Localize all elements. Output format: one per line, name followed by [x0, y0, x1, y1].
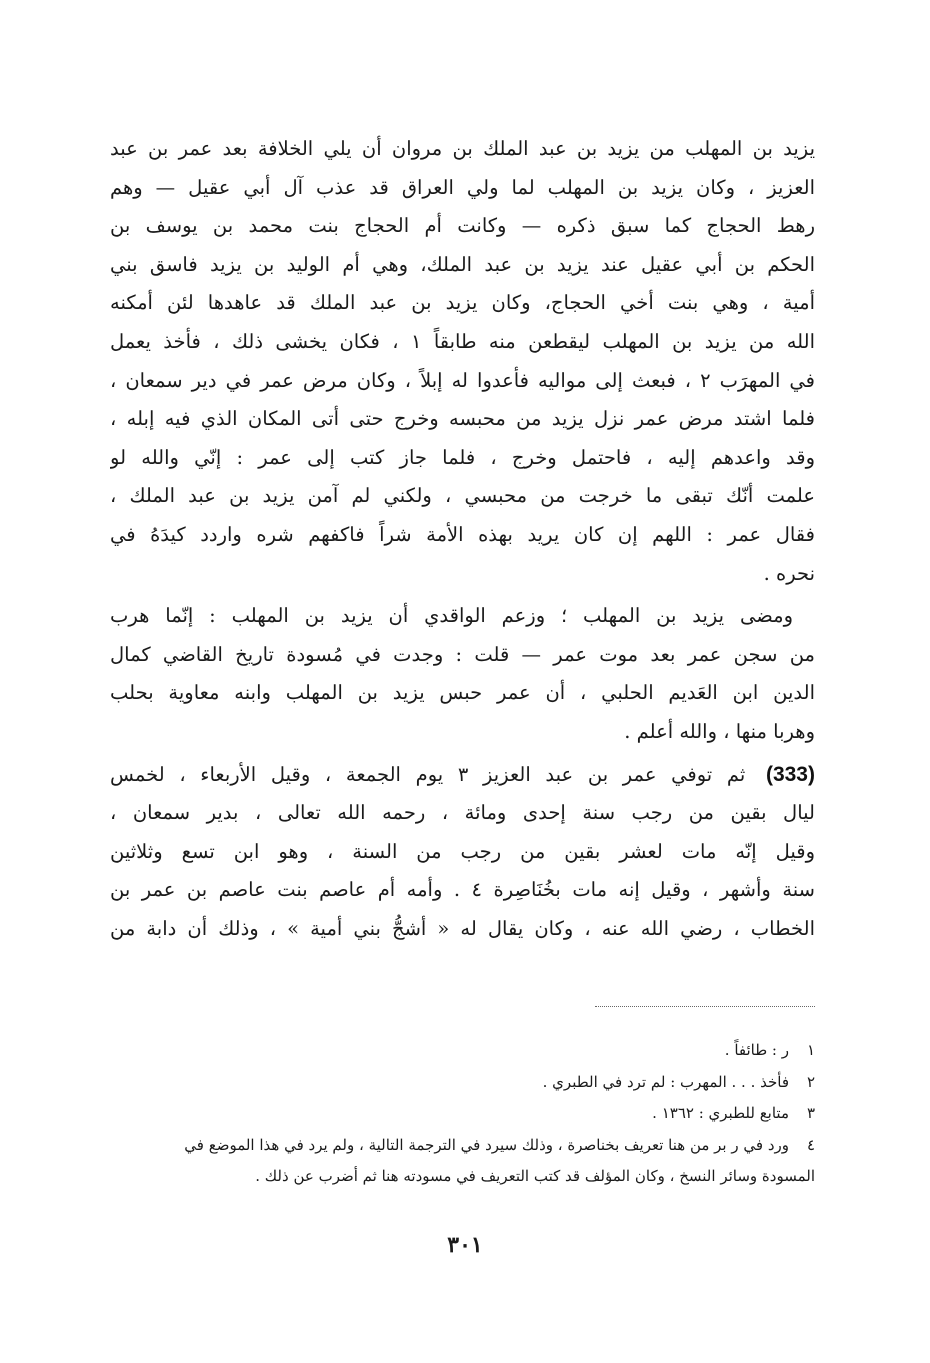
text-line: الخطاب ، رضي الله عنه ، وكان يقال له « أشجُّ بني أمية » ، وذلك أن دابة من [110, 916, 815, 940]
paragraph-3 [110, 756, 815, 949]
text-line: وهربا منها ، والله أعلم . [624, 719, 815, 743]
text-line: رهط الحجاج كما سبق ذكره — وكانت أم الحجاج بنت محمد بن يوسف بن [110, 214, 815, 238]
text-line: علمت أنّك تبقى ما خرجت من محبسي ، ولكني لم آمن يزيد بن عبد الملك ، [110, 484, 815, 508]
footnote-number: ٣ [806, 1104, 815, 1122]
footnote-text: المسودة وسائر النسخ ، وكان المؤلف قد كتب التعريف في مسودته هنا ثم أضرب عن ذلك . [255, 1167, 815, 1185]
text-line: وقد واعدهم إليه ، فاحتمل وخرج ، فلما جاز كتب إلى عمر : إنّي والله لو [110, 445, 815, 469]
footnote-number: ٤ [806, 1135, 815, 1154]
entry-number: (333) [765, 762, 815, 786]
page-number: ٣٠١ [447, 1232, 483, 1258]
footnote-text: متابع للطبري : ١٣٦٢ . [652, 1104, 789, 1122]
text-line: الله من يزيد بن المهلب ليقطعن منه طابقاً ١ ، فكان يخشى ذلك ، فأخذ يعمل [110, 329, 815, 353]
text-line: الدين ابن العَديم الحلبي ، أن عمر حبس يزيد بن المهلب وابنه معاوية بحلب [110, 681, 815, 705]
text-line: سنة وأشهر ، وقيل إنه مات بخُنَاصِرة ٤ . وأمه أم عاصم بنت عاصم بن عمر بن [110, 878, 815, 902]
footnote-text: ورد في ر بر من هنا تعريف بخناصرة ، وذلك سيرد في الترجمة التالية ، ولم يرد في هذا الموضع في [184, 1135, 789, 1154]
text-line: يزيد بن المهلب من يزيد بن عبد الملك بن مروان أن يلي الخلافة بعد عمر بن عبد [110, 137, 815, 160]
footnote-number: ٢ [806, 1072, 815, 1091]
footnote-text: فأخذ . . . المهرب : لم ترد في الطبري . [542, 1072, 789, 1091]
footnote [105, 1098, 815, 1130]
paragraph-1 [110, 130, 815, 593]
entry-first-line: ثم توفي عمر بن عبد العزيز ٣ يوم الجمعة ، وقيل الأربعاء ، لخمس [110, 762, 746, 786]
footnote [105, 1035, 815, 1067]
footnote-separator [595, 1006, 815, 1007]
main-text [110, 130, 815, 948]
footnotes [105, 1035, 815, 1193]
paragraph-2 [110, 597, 815, 751]
text-line: في المهرَب ٢ ، فبعث إلى مواليه فأعدوا له إبلاً ، وكان مرض عمر في دير سمعان ، [110, 368, 815, 392]
text-line: أمية ، وهي بنت أخي الحجاج، وكان يزيد بن عبد الملك قد عاهدها لئن أمكنه [110, 291, 815, 315]
text-line: فلما اشتد مرض عمر نزل يزيد من محبسه وخرج حتى أتى المكان الذي فيه إبله ، [110, 407, 815, 431]
footnote [105, 1130, 815, 1162]
text-line: ومضى يزيد بن المهلب ؛ وزعم الواقدي أن يزيد بن المهلب : إنّما هرب [110, 604, 793, 628]
text-line [110, 756, 815, 795]
footnote-number: ١ [806, 1041, 815, 1059]
text-line: من سجن عمر بعد موت عمر — قلت : وجدت في مُسودة تاريخ القاضي كمال [110, 642, 815, 666]
text-line: الحكم بن أبي عقيل عند يزيد بن عبد الملك، وهي أم الوليد بن يزيد فاسق بني [110, 252, 815, 276]
text-line: نحره . [763, 561, 815, 585]
footnote [105, 1067, 815, 1099]
footnote-text: ر : طائفاً . [724, 1041, 789, 1059]
text-line: فقال عمر : اللهم إن كان يريد بهذه الأمة شراً فاكفهم شره واردد كيدَهُ في [110, 522, 815, 546]
text-line: العزيز ، وكان يزيد بن المهلب لما ولي العراق قد عذب آل أبي عقيل — وهم [110, 175, 815, 199]
text-line: وقيل إنّه مات لعشر بقين من رجب من السنة ، وهو ابن تسع وثلاثين [110, 839, 815, 863]
text-line: ليال بقين من رجب سنة إحدى ومائة ، رحمه الله تعالى ، بدير سمعان ، [110, 801, 815, 825]
footnote-continuation [105, 1161, 815, 1193]
